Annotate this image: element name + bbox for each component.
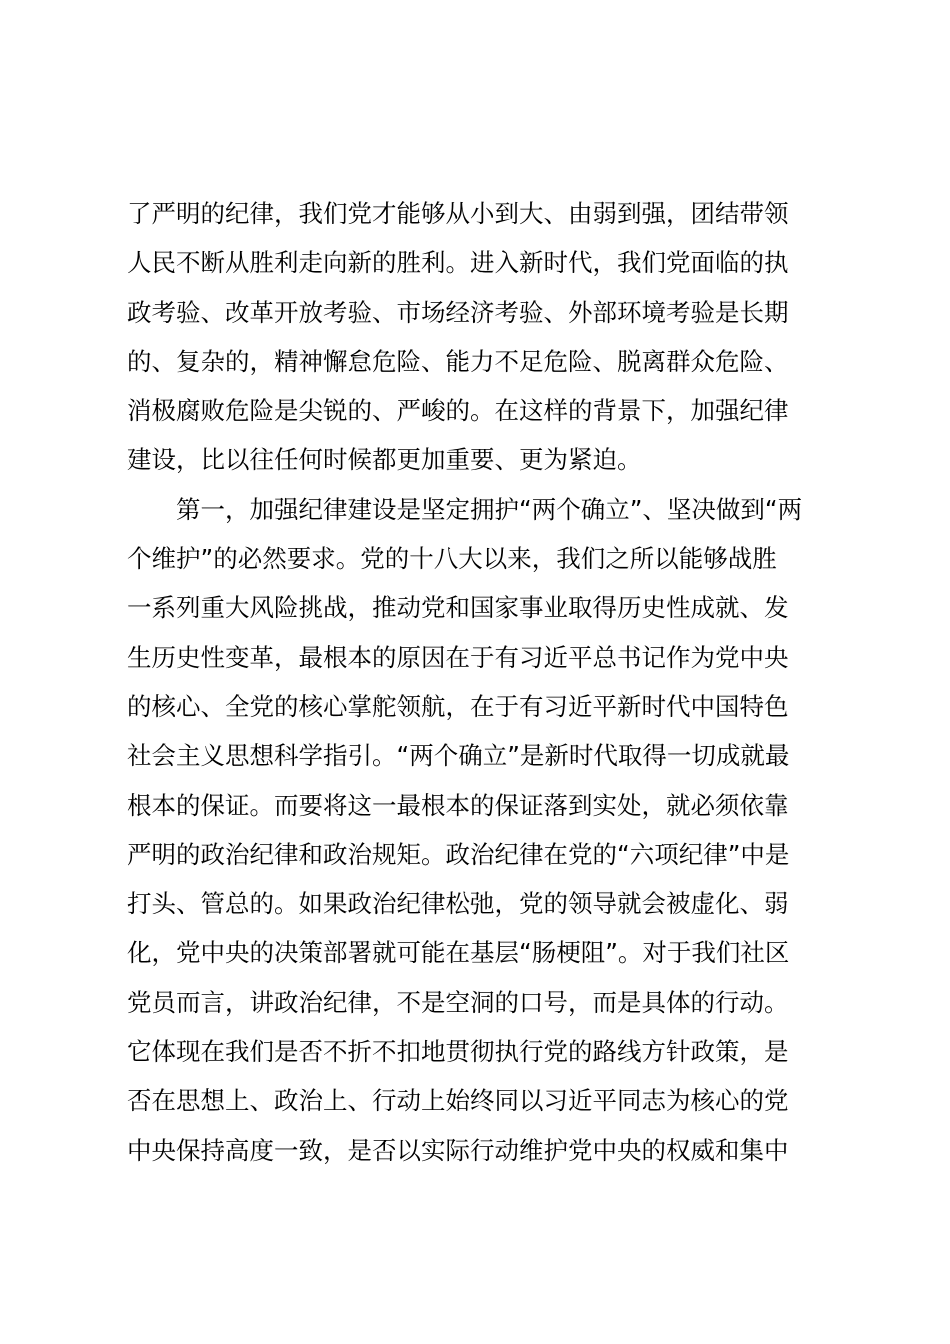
text-line: 社会主义思想科学指引。“两个确立”是新时代取得一切成就最 bbox=[127, 741, 790, 771]
text-line: 人民不断从胜利走向新的胜利。进入新时代，我们党面临的执 bbox=[127, 248, 789, 278]
text-line: 生历史性变革，最根本的原因在于有习近平总书记作为党中央 bbox=[127, 642, 789, 672]
text-line: 化，党中央的决策部署就可能在基层“肠梗阻”。对于我们社区 bbox=[127, 938, 790, 968]
text-line: 的核心、全党的核心掌舵领航，在于有习近平新时代中国特色 bbox=[127, 691, 789, 721]
text-line: 了严明的纪律，我们党才能够从小到大、由弱到强，团结带领 bbox=[127, 199, 789, 228]
text-line: 政考验、改革开放考验、市场经济考验、外部环境考验是长期 bbox=[127, 297, 789, 327]
text-line: 否在思想上、政治上、行动上始终同以习近平同志为核心的党 bbox=[127, 1086, 789, 1116]
text-line: 严明的政治纪律和政治规矩。政治纪律在党的“六项纪律”中是 bbox=[127, 839, 790, 869]
text-line: 党员而言，讲政治纪律，不是空洞的口号，而是具体的行动。 bbox=[127, 987, 789, 1017]
text-line: 中央保持高度一致，是否以实际行动维护党中央的权威和集中 bbox=[127, 1135, 789, 1165]
text-line: 打头、管总的。如果政治纪律松弛，党的领导就会被虚化、弱 bbox=[127, 889, 789, 919]
text-line: 根本的保证。而要将这一最根本的保证落到实处，就必须依靠 bbox=[127, 790, 789, 820]
text-line: 的、复杂的，精神懈怠危险、能力不足危险、脱离群众危险、 bbox=[127, 346, 789, 376]
text-line: 个维护”的必然要求。党的十八大以来，我们之所以能够战胜 bbox=[127, 544, 777, 574]
text-line: 建设，比以往任何时候都更加重要、更为紧迫。 bbox=[127, 445, 642, 475]
text-line: 一系列重大风险挑战，推动党和国家事业取得历史性成就、发 bbox=[127, 593, 789, 623]
text-line: 消极腐败危险是尖锐的、严峻的。在这样的背景下，加强纪律 bbox=[127, 396, 789, 426]
text-line: 它体现在我们是否不折不扣地贯彻执行党的路线方针政策，是 bbox=[127, 1037, 789, 1067]
paragraph-first-line: 第一，加强纪律建设是坚定拥护“两个确立”、坚决做到“两 bbox=[176, 494, 803, 524]
body-text bbox=[127, 189, 827, 1175]
